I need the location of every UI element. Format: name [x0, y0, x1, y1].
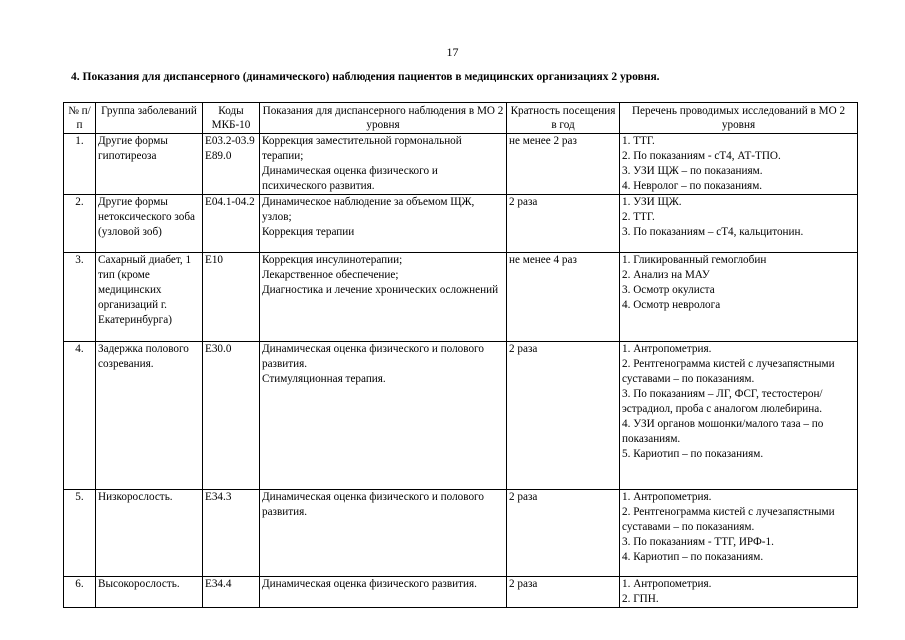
page-number: 17: [446, 45, 459, 59]
indication-item: Динамическая оценка физического и полового развития.: [262, 343, 484, 370]
row-num: 1.: [64, 134, 96, 195]
table-row: [64, 342, 858, 490]
indication-item: Динамическая оценка физического и полового развития.: [262, 491, 484, 518]
row-num: 5.: [64, 490, 96, 577]
study-item: 3. УЗИ ЩЖ – по показаниям.: [622, 165, 763, 177]
row-indications: [260, 577, 507, 608]
table-row: [64, 577, 858, 608]
study-item: 1. Антропометрия.: [622, 343, 712, 355]
row-group: Высокорослость.: [96, 577, 203, 608]
table-row: [64, 195, 858, 253]
row-group: Другие формы гипотиреоза: [96, 134, 203, 195]
indication-item: Стимуляционная терапия.: [262, 373, 386, 385]
study-item: 2. ТТГ.: [622, 211, 655, 223]
row-studies: [620, 195, 858, 253]
indication-item: Динамическое наблюдение за объемом ЩЖ, узлов;: [262, 196, 475, 223]
row-frequency: 2 раза: [507, 195, 620, 253]
study-item: 1. Антропометрия.: [622, 578, 712, 590]
code-item: E30.0: [205, 343, 232, 355]
row-codes: [203, 253, 260, 342]
row-frequency: 2 раза: [507, 342, 620, 490]
code-item: E89.0: [205, 150, 232, 162]
row-codes: [203, 342, 260, 490]
row-group: Низкорослость.: [96, 490, 203, 577]
indication-item: Диагностика и лечение хронических осложнений: [262, 284, 499, 296]
indication-item: Динамическая оценка физического и психического развития.: [262, 165, 438, 192]
row-num: 6.: [64, 577, 96, 608]
study-item: 4. УЗИ органов мошонки/малого таза – по показаниям.: [622, 418, 824, 445]
study-item: 1. Гликированный гемоглобин: [622, 254, 767, 266]
table-row: [64, 134, 858, 195]
study-item: 5. Кариотип – по показаниям.: [622, 448, 764, 460]
study-item: 2. Рентгенограмма кистей с лучезапястными суставами – по показаниям.: [622, 358, 835, 385]
row-studies: [620, 577, 858, 608]
header-frequency: Кратность посещения в год: [507, 103, 620, 134]
study-item: 3. По показаниям – ЛГ, ФСГ, тестостерон/эстрадиол, проба с аналогом люлебирина.: [622, 388, 823, 415]
row-frequency: 2 раза: [507, 490, 620, 577]
table-header-row: [64, 103, 858, 134]
table-row: [64, 253, 858, 342]
indication-item: Коррекция инсулинотерапии;: [262, 254, 403, 266]
study-item: 4. Невролог – по показаниям.: [622, 180, 763, 192]
code-item: E34.3: [205, 491, 232, 503]
row-studies: [620, 490, 858, 577]
code-item: E03.2-03.9: [205, 135, 255, 147]
study-item: 3. По показаниям - ТТГ, ИРФ-1.: [622, 536, 774, 548]
study-item: 3. По показаниям – сТ4, кальцитонин.: [622, 226, 804, 238]
study-item: 1. ТТГ.: [622, 135, 655, 147]
indication-item: Лекарственное обеспечение;: [262, 269, 399, 281]
study-item: 1. УЗИ ЩЖ.: [622, 196, 682, 208]
indication-item: Коррекция терапии: [262, 226, 355, 238]
study-item: 2. Анализ на МАУ: [622, 269, 710, 281]
code-item: E10: [205, 254, 224, 266]
row-frequency: не менее 4 раз: [507, 253, 620, 342]
indication-item: Коррекция заместительной гормональной терапии;: [262, 135, 462, 162]
study-item: 1. Антропометрия.: [622, 491, 712, 503]
row-num: 2.: [64, 195, 96, 253]
row-indications: [260, 253, 507, 342]
row-studies: [620, 253, 858, 342]
study-item: 4. Кариотип – по показаниям.: [622, 551, 764, 563]
row-frequency: не менее 2 раз: [507, 134, 620, 195]
row-frequency: 2 раза: [507, 577, 620, 608]
row-codes: [203, 195, 260, 253]
row-codes: [203, 134, 260, 195]
study-item: 2. По показаниям - сТ4, АТ-ТПО.: [622, 150, 781, 162]
row-indications: [260, 195, 507, 253]
row-num: 3.: [64, 253, 96, 342]
row-studies: [620, 134, 858, 195]
section-title: 4. Показания для диспансерного (динамического) наблюдения пациентов в медицинских организациях 2 уровня.: [71, 71, 660, 83]
study-item: 3. Осмотр окулиста: [622, 284, 715, 296]
header-codes: Коды МКБ-10: [203, 103, 260, 134]
code-item: E34.4: [205, 578, 232, 590]
header-indications: Показания для диспансерного наблюдения в МО 2 уровня: [260, 103, 507, 134]
row-indications: [260, 490, 507, 577]
study-item: 4. Осмотр невролога: [622, 299, 721, 311]
header-group: Группа заболеваний: [96, 103, 203, 134]
row-studies: [620, 342, 858, 490]
study-item: 2. Рентгенограмма кистей с лучезапястными суставами – по показаниям.: [622, 506, 835, 533]
code-item: E04.1-04.2: [205, 196, 255, 208]
study-item: 2. ГПН.: [622, 593, 659, 605]
row-indications: [260, 342, 507, 490]
row-group: Другие формы нетоксического зоба (узловой зоб): [96, 195, 203, 253]
row-num: 4.: [64, 342, 96, 490]
header-studies: Перечень проводимых исследований в МО 2 уровня: [620, 103, 858, 134]
indications-table: [63, 102, 858, 608]
header-num: № п/п: [64, 103, 96, 134]
row-codes: [203, 490, 260, 577]
row-codes: [203, 577, 260, 608]
row-group: Сахарный диабет, 1 тип (кроме медицинских организаций г. Екатеринбурга): [96, 253, 203, 342]
row-indications: [260, 134, 507, 195]
table-row: [64, 490, 858, 577]
row-group: Задержка полового созревания.: [96, 342, 203, 490]
indication-item: Динамическая оценка физического развития.: [262, 578, 477, 590]
